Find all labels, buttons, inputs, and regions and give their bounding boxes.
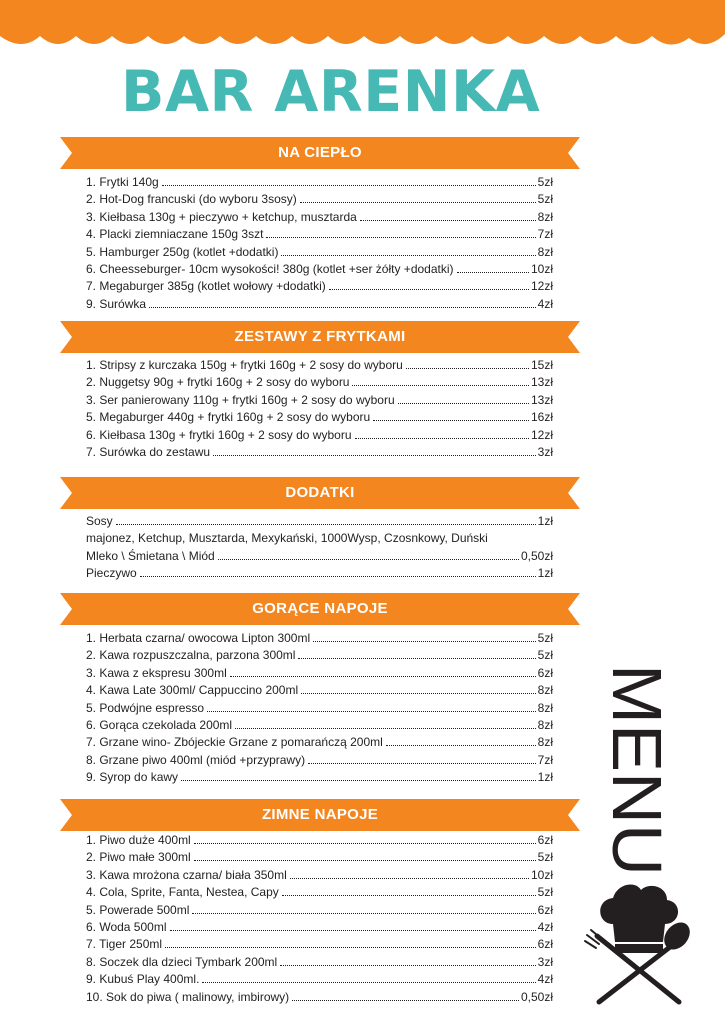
dot-leader [360,220,536,221]
menu-item [86,954,553,971]
item-name: 3. Kawa mrożona czarna/ biała 350ml [86,867,287,882]
item-price: 12zł [530,279,553,294]
menu-item [86,427,553,444]
item-price: 8zł [537,683,553,698]
section-banner [60,137,580,169]
item-name: Pieczywo [86,566,137,581]
item-name: 1. Piwo duże 400ml [86,833,191,847]
restaurant-name: BAR ARENKA [121,59,541,125]
item-name: 8. Soczek dla dzieci Tymbark 200ml [86,954,278,969]
dot-leader [386,745,536,746]
menu-item [86,392,553,409]
dot-leader [218,559,519,560]
dot-leader [398,403,529,404]
menu-vertical-title [598,664,676,879]
item-price: 0,50zł [520,989,553,1004]
item-price: 16zł [530,410,553,425]
menu-item [86,191,553,208]
menu-list [86,832,553,1006]
dot-leader [194,843,536,844]
dot-leader [213,455,536,456]
menu-item [86,513,553,530]
item-name: 5. Hamburger 250g (kotlet +dodatki) [86,244,279,259]
item-name: 8. Grzane piwo 400ml (miód +przyprawy) [86,752,306,767]
item-name: 6. Cheesseburger- 10cm wysokości! 380g (kotlet +ser żółty +dodatki) [86,261,454,276]
item-name: 3. Kiełbasa 130g + pieczywo + ketchup, musztarda [86,209,357,224]
menu-list [86,174,553,313]
dot-leader [373,420,529,421]
menu-item [86,565,553,582]
menu-item [86,682,553,699]
item-price: 6zł [537,833,553,847]
item-price: 8zł [537,735,553,750]
dot-leader [202,982,535,983]
dot-leader [352,385,529,386]
item-price: 15zł [530,358,553,372]
dot-leader [457,272,529,273]
dot-leader [181,780,536,781]
item-name: 4. Cola, Sprite, Fanta, Nestea, Capy [86,885,279,900]
dot-leader [149,307,536,308]
menu-item [86,296,553,313]
item-price: 8zł [537,700,553,715]
item-name: 3. Kawa z ekspresu 300ml [86,665,227,680]
menu-item-description [86,530,553,547]
dot-leader [207,711,536,712]
item-price: 10zł [530,867,553,882]
menu-vertical-text: MENU [598,664,676,871]
item-name: 9. Syrop do kawy [86,770,179,785]
item-price: 13zł [530,392,553,407]
menu-item [86,374,553,391]
dot-leader [301,693,536,694]
menu-item [86,919,553,936]
item-price: 5zł [537,648,553,663]
section-title: GORĄCE NAPOJE [252,600,388,617]
item-name: 7. Tiger 250ml [86,937,163,952]
item-name: 6. Gorąca czekolada 200ml [86,717,233,732]
menu-item [86,409,553,426]
item-name: 2. Nuggetsy 90g + frytki 160g + 2 sosy do wyboru [86,375,350,390]
item-name: 7. Grzane wino- Zbójeckie Grzane z pomarańczą 200ml [86,735,383,750]
menu-list [86,630,553,787]
item-price: 5zł [537,850,553,865]
menu-item [86,548,553,565]
menu-item [86,278,553,295]
dot-leader [266,237,535,238]
item-name: 7. Megaburger 385g (kotlet wołowy +dodatki) [86,279,326,294]
item-name: 5. Podwójne espresso [86,700,205,715]
item-name: 2. Hot-Dog francuski (do wyboru 3sosy) [86,192,297,207]
menu-item [86,752,553,769]
dot-leader [192,913,535,914]
item-price: 7zł [537,227,553,242]
item-name: 5. Powerade 500ml [86,902,190,917]
dot-leader [194,860,536,861]
menu-item [86,357,553,374]
item-name: 5. Megaburger 440g + frytki 160g + 2 sosy do wyboru [86,410,371,425]
item-price: 3zł [537,444,553,459]
menu-item [86,700,553,717]
menu-item [86,936,553,953]
menu-item [86,971,553,988]
section-title: DODATKI [285,484,355,501]
dot-leader [298,658,535,659]
item-price: 4zł [537,919,553,934]
dot-leader [355,438,529,439]
menu-item [86,244,553,261]
item-name: 9. Surówka [86,296,147,311]
dot-leader [280,965,535,966]
section-zimne-napoje [60,799,580,1004]
scallop-border [0,0,725,52]
dot-leader [116,524,536,525]
item-name: 4. Placki ziemniaczane 150g 3szt [86,227,264,242]
item-name: 10. Sok do piwa ( malinowy, imbirowy) [86,989,290,1004]
section-title: NA CIEPŁO [278,144,362,161]
item-price: 5zł [537,885,553,900]
dot-leader [406,368,529,369]
menu-item [86,647,553,664]
item-name: 6. Kiełbasa 130g + frytki 160g + 2 sosy do wyboru [86,427,352,442]
item-price: 13zł [530,375,553,390]
section-banner [60,321,580,353]
item-price: 5zł [537,631,553,645]
section-title: ZESTAWY Z FRYTKAMI [234,328,406,345]
item-price: 3zł [537,954,553,969]
menu-item [86,902,553,919]
item-price: 6zł [537,902,553,917]
item-name: 3. Ser panierowany 110g + frytki 160g + 2 sosy do wyboru [86,392,395,407]
item-price: 0,50zł [520,548,553,563]
menu-item [86,832,553,849]
section-banner [60,593,580,625]
menu-item [86,174,553,191]
dot-leader [329,289,529,290]
menu-item [86,867,553,884]
menu-item [86,849,553,866]
section-banner [60,477,580,509]
dot-leader [290,878,529,879]
section-zestawy-z-frytkami [60,321,580,459]
menu-list [86,357,553,461]
item-name: 4. Kawa Late 300ml/ Cappuccino 200ml [86,683,299,698]
item-name: Sosy [86,514,113,528]
dot-leader [313,641,536,642]
menu-item [86,734,553,751]
menu-item [86,444,553,461]
dot-leader [300,202,536,203]
menu-item [86,769,553,786]
menu-item [86,226,553,243]
menu-item [86,989,553,1006]
item-price: 4zł [537,972,553,987]
item-name: 9. Kubuś Play 400ml. [86,972,200,987]
item-price: 8zł [537,717,553,732]
section-na-cieplo [60,137,580,311]
dot-leader [170,930,536,931]
menu-item [86,209,553,226]
section-banner [60,799,580,831]
item-price: 7zł [537,752,553,767]
section-title: ZIMNE NAPOJE [261,806,379,823]
item-price: 5zł [537,192,553,207]
dot-leader [165,947,536,948]
dot-leader [282,895,536,896]
item-price: 6zł [537,937,553,952]
dot-leader [292,1000,519,1001]
item-name: 2. Piwo małe 300ml [86,850,191,865]
item-price: 6zł [537,665,553,680]
item-price: 1zł [537,566,553,581]
item-name: Mleko \ Śmietana \ Miód [86,548,215,563]
dot-leader [230,676,536,677]
section-dodatki [60,477,580,581]
menu-item [86,884,553,901]
menu-item [86,630,553,647]
item-price: 10zł [530,261,553,276]
dot-leader [235,728,536,729]
dot-leader [140,576,536,577]
item-price: 8zł [537,209,553,224]
item-name: majonez, Ketchup, Musztarda, Mexykański, 1000Wysp, Czosnkowy, Duński [86,531,488,546]
item-name: 7. Surówka do zestawu [86,444,211,459]
item-price: 1zł [537,770,553,785]
menu-item [86,717,553,734]
item-name: 6. Woda 500ml [86,919,167,934]
menu-list [86,513,553,583]
dot-leader [308,763,536,764]
section-gorace-napoje [60,593,580,785]
dot-leader [162,185,536,186]
item-price: 5zł [537,175,553,189]
item-price: 1zł [537,514,553,528]
item-price: 8zł [537,244,553,259]
menu-item [86,665,553,682]
item-name: 1. Frytki 140g [86,175,159,189]
item-name: 1. Herbata czarna/ owocowa Lipton 300ml [86,631,311,645]
item-price: 12zł [530,427,553,442]
item-price: 4zł [537,296,553,311]
dot-leader [281,255,535,256]
menu-item [86,261,553,278]
chef-hat-fork-spoon-icon [583,880,693,1010]
item-name: 1. Stripsy z kurczaka 150g + frytki 160g + 2 sosy do wyboru [86,358,403,372]
item-name: 2. Kawa rozpuszczalna, parzona 300ml [86,648,296,663]
